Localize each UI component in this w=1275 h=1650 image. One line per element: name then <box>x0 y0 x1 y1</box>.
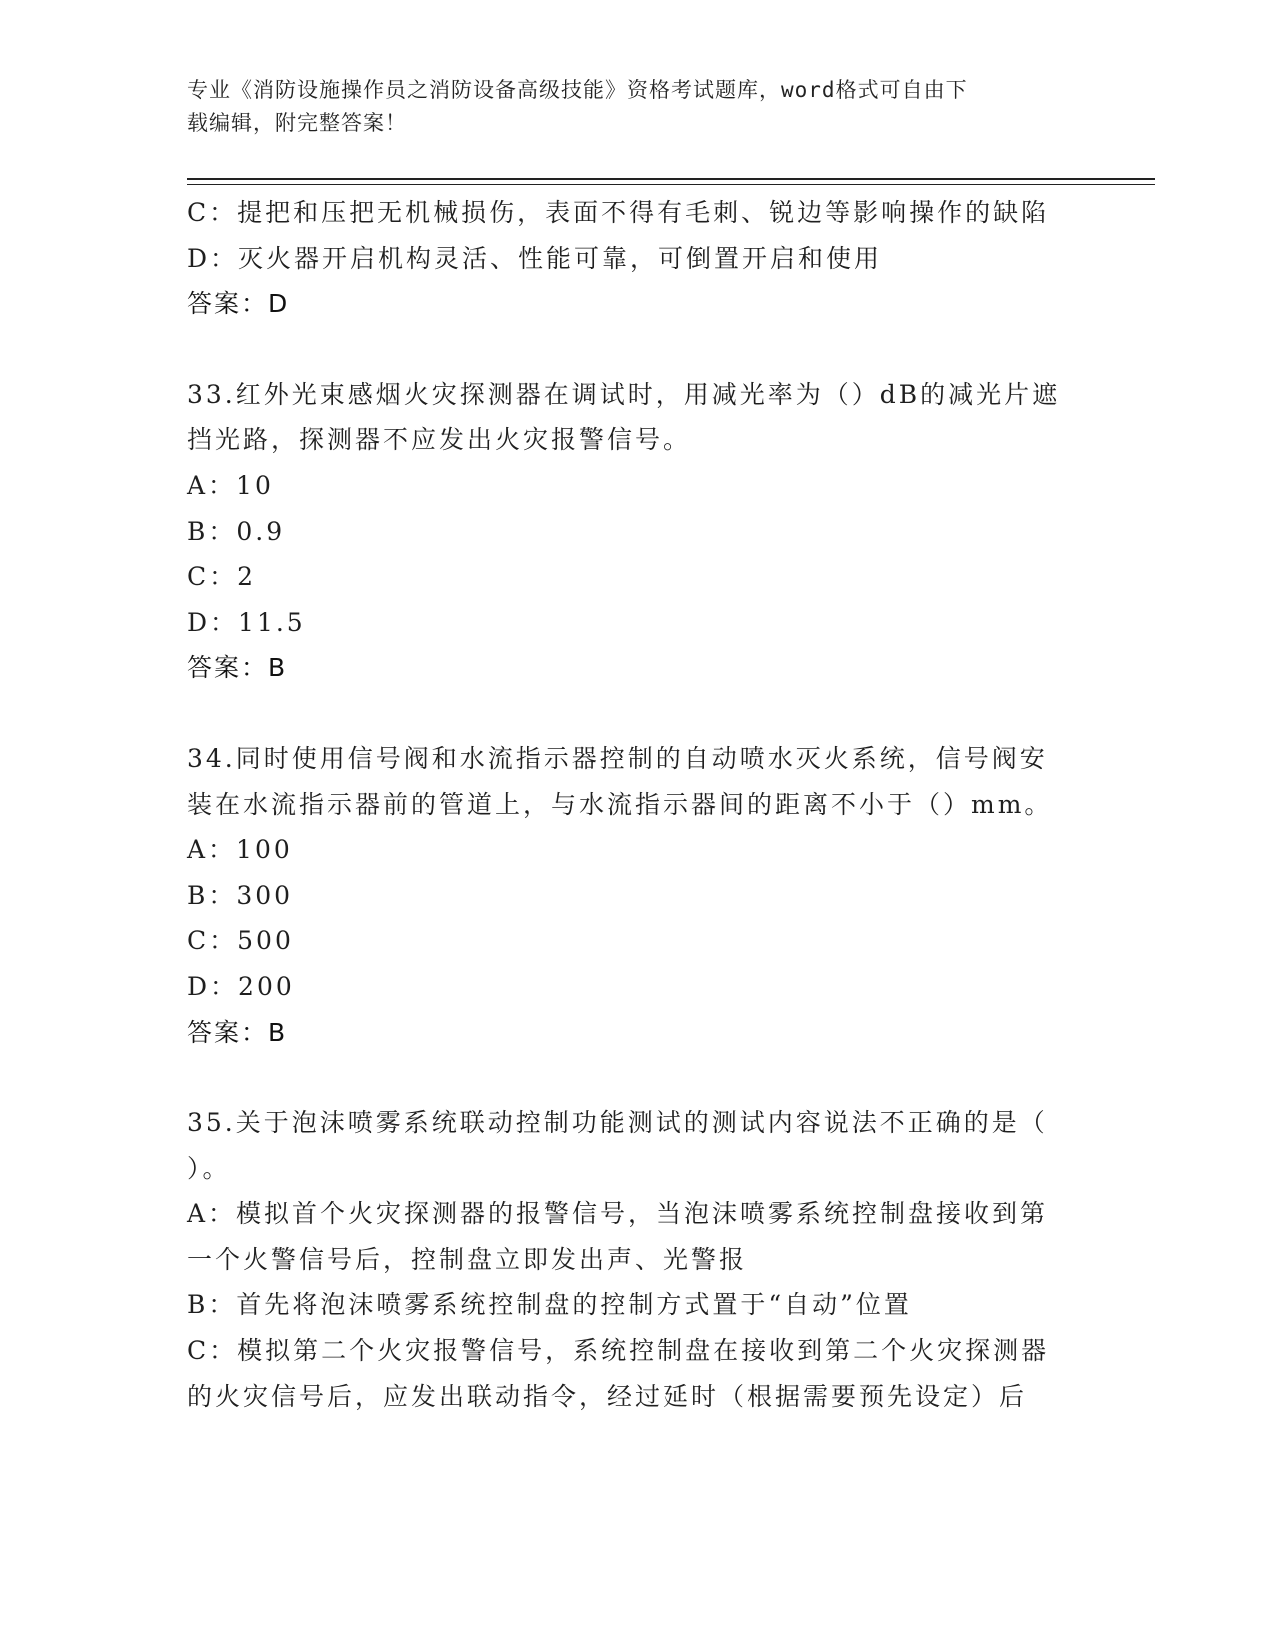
option-c: C：模拟第二个火灾报警信号，系统控制盘在接收到第二个火灾探测器 <box>187 1336 1050 1366</box>
option-c: C：500 <box>187 926 294 956</box>
option-a-continued: 一个火警信号后，控制盘立即发出声、光警报 <box>187 1244 748 1274</box>
option-a: A：100 <box>187 835 293 865</box>
option-b: B：300 <box>187 880 294 910</box>
option-b: B：首先将泡沫喷雾系统控制盘的控制方式置于“自动”位置 <box>187 1290 912 1320</box>
question-text: 挡光路，探测器不应发出火灾报警信号。 <box>187 425 692 455</box>
question-text: 33.红外光束感烟火灾探测器在调试时，用减光率为（）dB的减光片遮 <box>187 379 1061 409</box>
question-text: 35.关于泡沫喷雾系统联动控制功能测试的测试内容说法不正确的是（ <box>187 1108 1048 1138</box>
answer-line: 答案：D <box>187 289 290 319</box>
answer-line: 答案：B <box>187 653 288 683</box>
question-text: ）。 <box>187 1153 231 1183</box>
option-c: C：2 <box>187 562 257 592</box>
option-a: A：模拟首个火灾探测器的报警信号，当泡沫喷雾系统控制盘接收到第 <box>187 1199 1049 1229</box>
question-32-carryover <box>187 190 1087 327</box>
option-b: B：0.9 <box>187 516 286 546</box>
question-text: 装在水流指示器前的管道上，与水流指示器间的距离不小于（）mm。 <box>187 789 1053 819</box>
option-c: C：提把和压把无机械损伤，表面不得有毛刺、锐边等影响操作的缺陷 <box>187 198 1050 227</box>
answer-line: 答案：B <box>187 1017 288 1047</box>
header-divider-thick <box>187 178 1155 180</box>
question-content <box>187 190 1087 1419</box>
header-divider-thin <box>187 184 1155 185</box>
header-line-2: 载编辑，附完整答案！ <box>187 111 407 135</box>
question-text: 34.同时使用信号阀和水流指示器控制的自动喷水灭火系统，信号阀安 <box>187 743 1048 773</box>
spacer <box>187 1055 1087 1100</box>
option-d: D：200 <box>187 971 295 1001</box>
option-c-continued: 的火灾信号后，应发出联动指令，经过延时（根据需要预先设定）后 <box>187 1381 1028 1411</box>
option-a: A：10 <box>187 470 274 500</box>
header-line-1: 专业《消防设施操作员之消防设备高级技能》资格考试题库，word格式可自由下 <box>187 78 968 102</box>
spacer <box>187 691 1087 736</box>
option-d: D：11.5 <box>187 607 306 637</box>
question-33 <box>187 372 1087 691</box>
spacer <box>187 327 1087 372</box>
question-35 <box>187 1100 1087 1419</box>
document-header <box>187 74 1067 140</box>
question-34 <box>187 736 1087 1055</box>
option-d: D：灭火器开启机构灵活、性能可靠，可倒置开启和使用 <box>187 243 883 273</box>
